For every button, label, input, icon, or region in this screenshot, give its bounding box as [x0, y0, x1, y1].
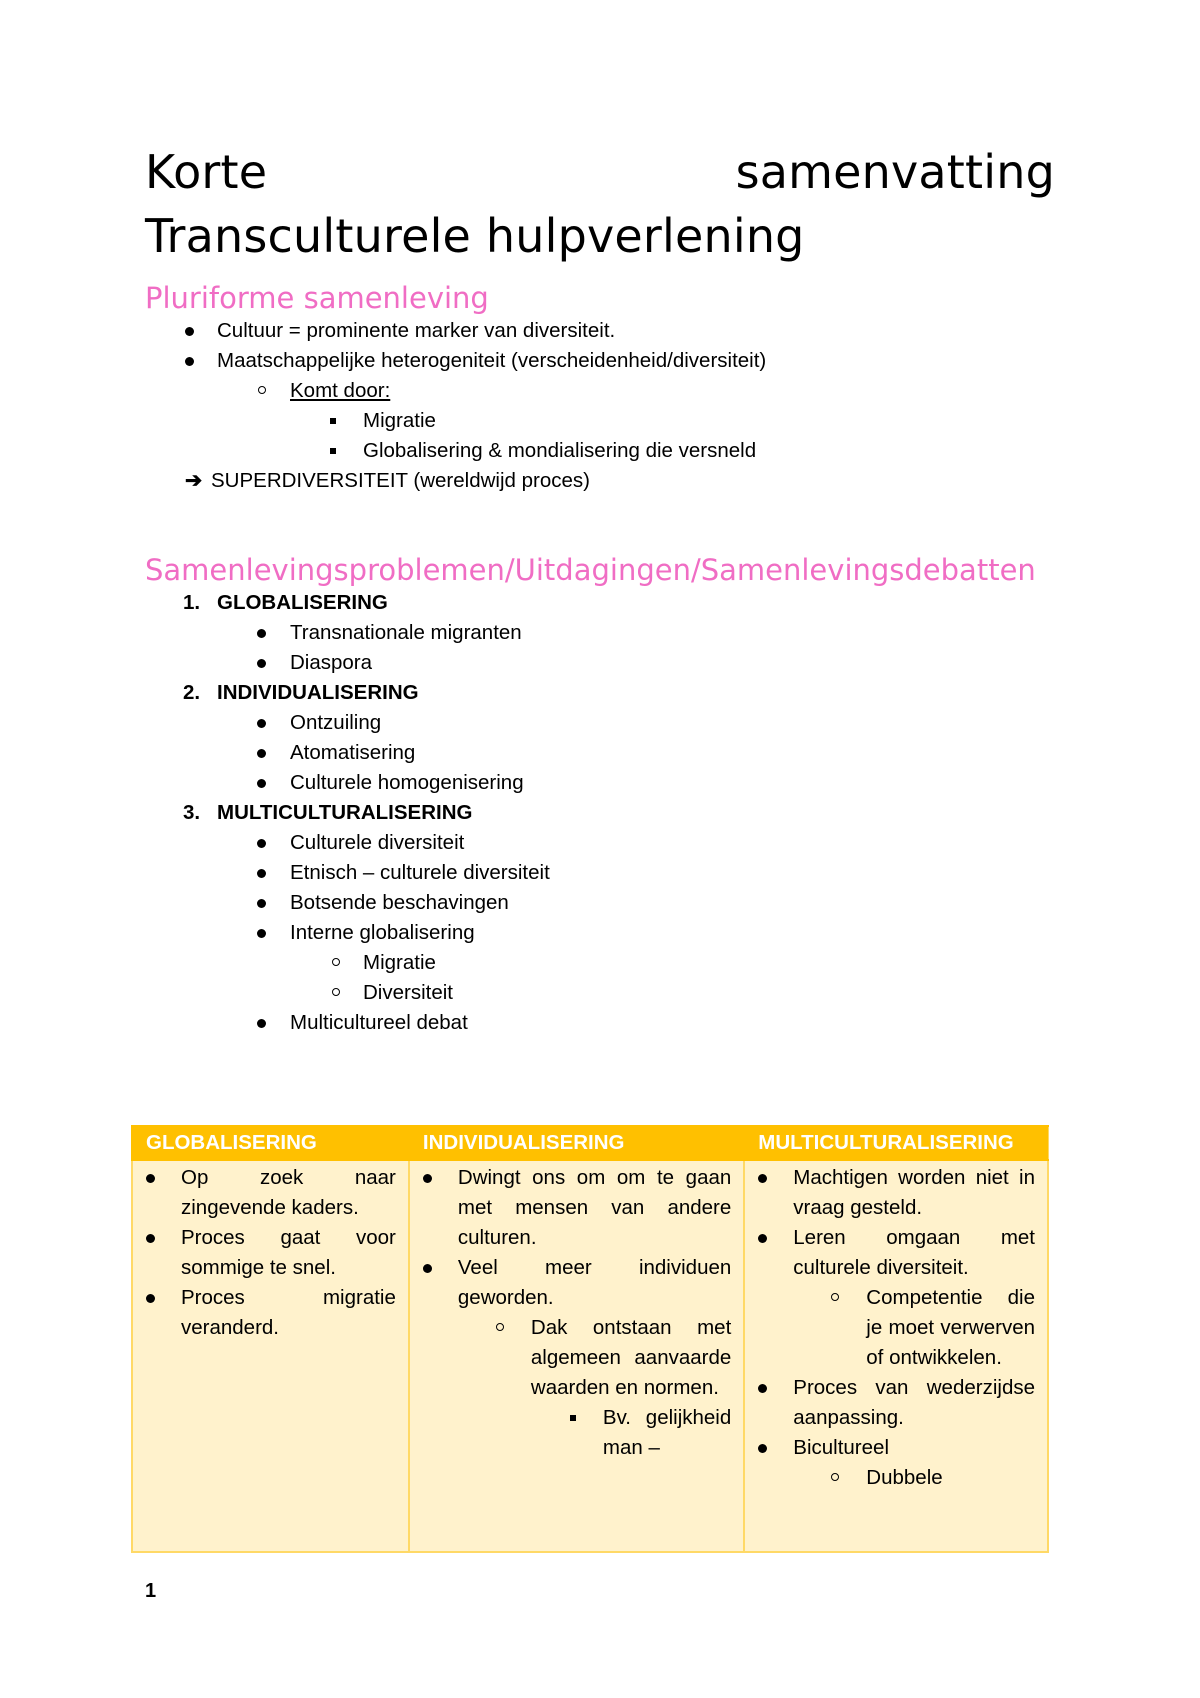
- text: Diversiteit: [363, 981, 453, 1004]
- list-item: [793, 1373, 1035, 1433]
- section-heading-uitdagingen: Samenlevingsproblemen/Uitdagingen/Samenlevingsdebatten: [145, 553, 1036, 587]
- title-line-2: Transculturele hulpverlening: [145, 209, 805, 263]
- comparison-table: [131, 1125, 1049, 1553]
- text: 2.: [183, 681, 201, 704]
- table-header: MULTICULTURALISERING: [744, 1126, 1048, 1160]
- text: Globalisering & mondialisering die versneld: [363, 439, 757, 462]
- bullet-icon: [185, 327, 194, 336]
- bullet-icon: [257, 839, 266, 848]
- circle-bullet-icon: [496, 1323, 504, 1331]
- list-item: [145, 858, 1055, 888]
- text: Bicultureel: [793, 1436, 889, 1459]
- list-item: [145, 648, 1055, 678]
- list-item: [793, 1223, 1035, 1283]
- text: Bv. gelijkheid man –: [602, 1406, 732, 1459]
- circle-bullet-icon: [831, 1293, 839, 1301]
- bullet-icon: [257, 719, 266, 728]
- text: Migratie: [363, 951, 436, 974]
- list-item: [458, 1163, 731, 1253]
- list-item: [866, 1463, 1035, 1493]
- circle-bullet-icon: [831, 1473, 839, 1481]
- text: Competentie die je moet verwerven of ontwikkelen.: [866, 1286, 1035, 1369]
- list-item: [181, 1163, 396, 1223]
- text: 1.: [183, 591, 201, 614]
- page-number: 1: [145, 1580, 157, 1602]
- section-pluriforme-content: [145, 316, 1055, 496]
- list-item: [866, 1283, 1035, 1373]
- list-item: [793, 1163, 1035, 1223]
- list-item: [145, 768, 1055, 798]
- bullet-icon: [185, 357, 194, 366]
- list-item: [458, 1253, 731, 1313]
- list-item: [145, 376, 1055, 406]
- list-item: [181, 1223, 396, 1283]
- list-item: [145, 978, 1055, 1008]
- arrow-icon: ➔: [185, 469, 203, 492]
- bullet-icon: [257, 629, 266, 638]
- square-bullet-icon: [330, 418, 336, 424]
- document-title: [145, 140, 1055, 268]
- bullet-icon: [146, 1234, 155, 1243]
- text: Botsende beschavingen: [290, 891, 509, 914]
- text: Maatschappelijke heterogeniteit (verscheidenheid/diversiteit): [217, 349, 767, 372]
- bullet-icon: [257, 929, 266, 938]
- text: Veel meer individuen geworden.: [457, 1256, 732, 1309]
- numbered-item: [145, 798, 1055, 828]
- document-page: [145, 140, 1055, 1038]
- circle-bullet-icon: [332, 958, 340, 966]
- bullet-icon: [257, 779, 266, 788]
- table-header: GLOBALISERING: [132, 1126, 409, 1160]
- numbered-item: [145, 588, 1055, 618]
- text: Culturele diversiteit: [290, 831, 465, 854]
- bullet-icon: [257, 1019, 266, 1028]
- text: SUPERDIVERSITEIT (wereldwijd proces): [211, 469, 590, 492]
- square-bullet-icon: [570, 1415, 576, 1421]
- text: Dak ontstaan met algemeen aanvaarde waarden en normen.: [530, 1316, 732, 1399]
- text: GLOBALISERING: [217, 591, 388, 614]
- text: Etnisch – culturele diversiteit: [290, 861, 550, 884]
- circle-bullet-icon: [258, 386, 266, 394]
- text: INDIVIDUALISERING: [217, 681, 419, 704]
- bullet-icon: [257, 899, 266, 908]
- square-bullet-icon: [330, 448, 336, 454]
- text: Cultuur = prominente marker van diversiteit.: [217, 319, 616, 342]
- text: Dwingt ons om om te gaan met mensen van andere culturen.: [457, 1166, 732, 1249]
- table-cell: [132, 1160, 409, 1552]
- bullet-icon: [758, 1384, 767, 1393]
- list-item: [145, 618, 1055, 648]
- circle-bullet-icon: [332, 988, 340, 996]
- text: Machtigen worden niet in vraag gesteld.: [793, 1166, 1035, 1219]
- list-item: [181, 1283, 396, 1343]
- list-item: [145, 948, 1055, 978]
- bullet-icon: [257, 869, 266, 878]
- bullet-icon: [758, 1444, 767, 1453]
- bullet-icon: [758, 1174, 767, 1183]
- section-heading-pluriforme: Pluriforme samenleving: [145, 281, 489, 315]
- list-item: [603, 1403, 731, 1463]
- section-uitdagingen-content: [145, 588, 1055, 1038]
- list-item: [145, 888, 1055, 918]
- text: Migratie: [363, 409, 436, 432]
- text: Proces van wederzijdse aanpassing.: [793, 1376, 1035, 1429]
- table-cell: [744, 1160, 1048, 1552]
- list-item: [145, 436, 1055, 466]
- list-item: [531, 1313, 731, 1403]
- text: 3.: [183, 801, 201, 824]
- text: MULTICULTURALISERING: [217, 801, 473, 824]
- text: Leren omgaan met culturele diversiteit.: [793, 1226, 1035, 1279]
- text: Op zoek naar zingevende kaders.: [181, 1166, 396, 1219]
- bullet-icon: [423, 1264, 432, 1273]
- list-item: [145, 406, 1055, 436]
- table-row: [132, 1160, 1048, 1552]
- text: Culturele homogenisering: [290, 771, 524, 794]
- table-header: INDIVIDUALISERING: [409, 1126, 744, 1160]
- text: Diaspora: [290, 651, 373, 674]
- list-item: [793, 1433, 1035, 1463]
- text: Proces gaat voor sommige te snel.: [181, 1226, 396, 1279]
- list-item: [145, 346, 1055, 376]
- bullet-icon: [257, 659, 266, 668]
- numbered-item: [145, 678, 1055, 708]
- title-word-1: Korte: [145, 145, 268, 199]
- list-item: [145, 708, 1055, 738]
- text: Interne globalisering: [290, 921, 475, 944]
- text: Komt door:: [290, 379, 391, 402]
- text: Proces migratie veranderd.: [181, 1286, 396, 1339]
- bullet-icon: [257, 749, 266, 758]
- bullet-icon: [146, 1294, 155, 1303]
- text: Multicultureel debat: [290, 1011, 468, 1034]
- list-item: [145, 738, 1055, 768]
- list-item: [145, 828, 1055, 858]
- arrow-line: [145, 466, 1055, 496]
- table-cell: [409, 1160, 744, 1552]
- bullet-icon: [758, 1234, 767, 1243]
- text: Atomatisering: [290, 741, 416, 764]
- list-item: [145, 316, 1055, 346]
- text: Ontzuiling: [290, 711, 382, 734]
- bullet-icon: [146, 1174, 155, 1183]
- list-item: [145, 1008, 1055, 1038]
- bullet-icon: [423, 1174, 432, 1183]
- title-word-2: samenvatting: [735, 145, 1055, 199]
- list-item: [145, 918, 1055, 948]
- text: Dubbele: [866, 1466, 943, 1489]
- text: Transnationale migranten: [290, 621, 522, 644]
